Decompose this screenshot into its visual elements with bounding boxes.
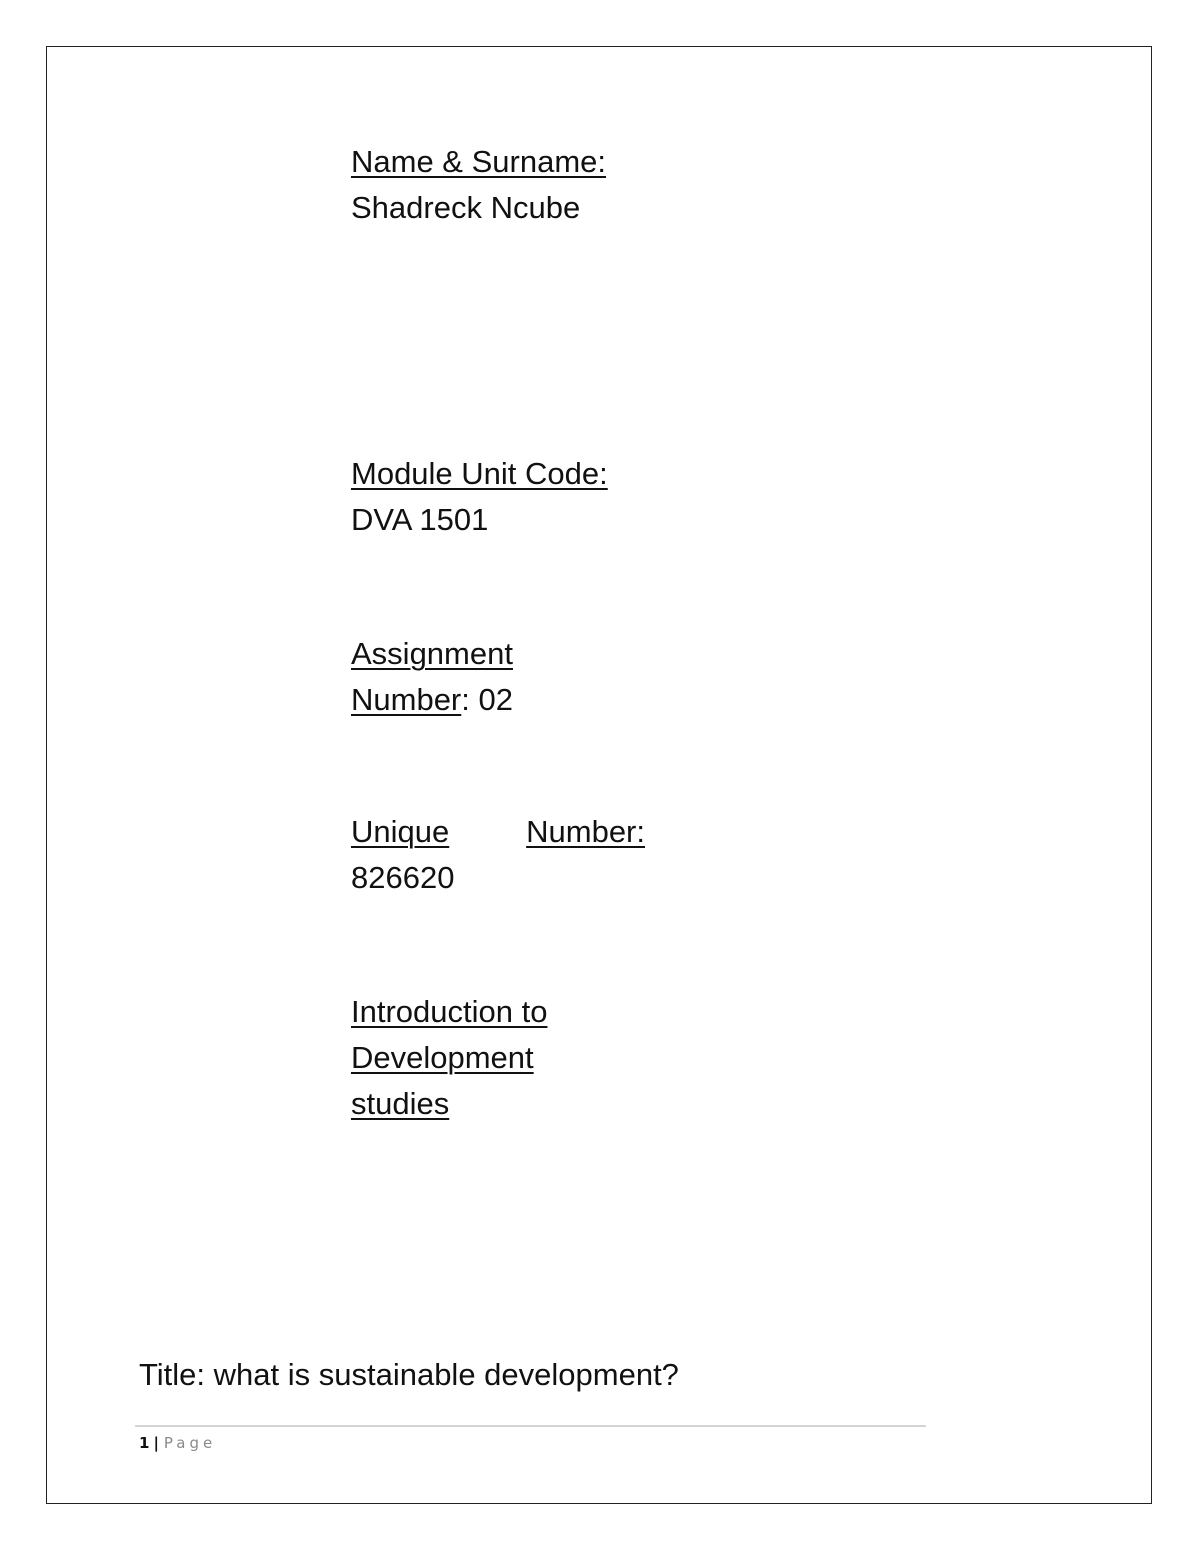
course-block (351, 989, 647, 1127)
name-label: Name & Surname: (351, 144, 606, 179)
page-number: 1 (139, 1434, 150, 1452)
assignment-value: 02 (478, 682, 513, 717)
unique-label (351, 809, 645, 855)
name-block (351, 139, 647, 231)
assignment-label-number: Number (351, 682, 462, 717)
module-block (351, 451, 647, 543)
page-border (46, 46, 1152, 1504)
unique-value: 826620 (351, 860, 455, 895)
course-line-1: Introduction to (351, 994, 548, 1029)
unique-block (351, 809, 647, 901)
assignment-label-line2 (351, 677, 647, 723)
assignment-label-line1: Assignment (351, 636, 513, 671)
unique-label-word1: Unique (351, 814, 450, 849)
page-word: Page (163, 1434, 217, 1452)
page-footer (139, 1433, 216, 1453)
unique-label-word2: Number: (526, 814, 645, 849)
footer-separator: | (153, 1434, 159, 1452)
assignment-block (351, 631, 647, 723)
module-value: DVA 1501 (351, 502, 489, 537)
footer-divider (135, 1425, 926, 1427)
assignment-colon: : (461, 682, 470, 717)
module-label: Module Unit Code: (351, 456, 608, 491)
course-line-3: studies (351, 1086, 450, 1121)
name-value: Shadreck Ncube (351, 190, 581, 225)
document-title: Title: what is sustainable development? (139, 1357, 679, 1392)
course-line-2: Development (351, 1040, 534, 1075)
